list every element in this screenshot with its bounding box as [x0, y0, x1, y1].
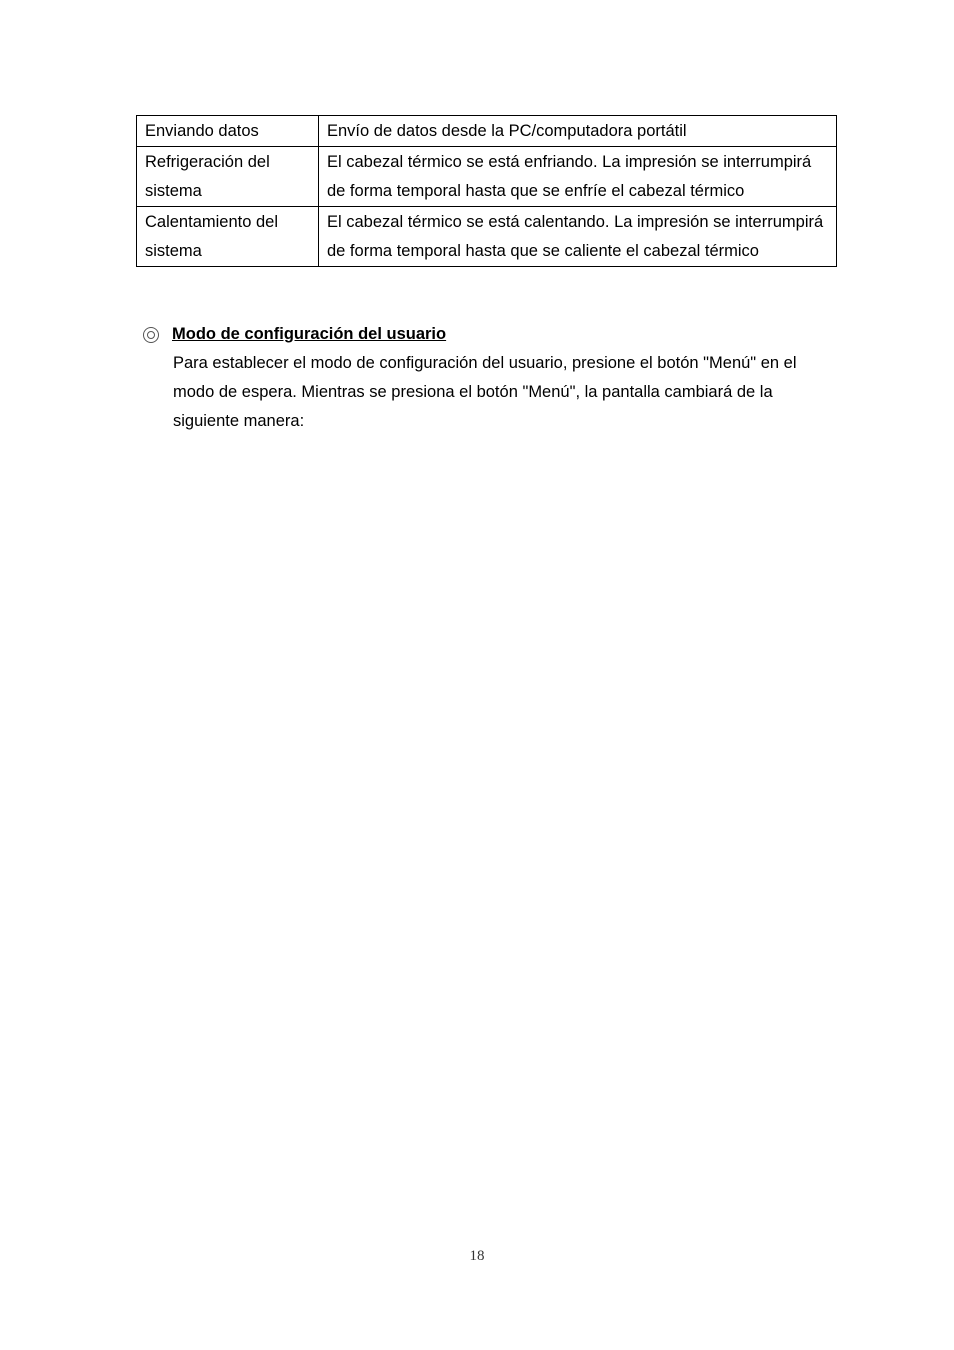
section-heading-text: Modo de configuración del usuario [172, 325, 447, 343]
table-cell-description: El cabezal térmico se está calentando. La impresión se interrumpirá de forma temporal hasta que se caliente el cabezal térmico [319, 207, 837, 267]
table-cell-description: El cabezal térmico se está enfriando. La impresión se interrumpirá de forma temporal hasta que se enfríe el cabezal térmico [319, 147, 837, 207]
page-number: 18 [469, 1248, 485, 1264]
double-circle-icon [143, 327, 159, 343]
section-heading [143, 320, 823, 349]
table-row [137, 207, 837, 267]
table-cell-status: Enviando datos [137, 116, 319, 147]
table-cell-description: Envío de datos desde la PC/computadora portátil [319, 116, 837, 147]
table-row [137, 147, 837, 207]
user-config-section [143, 320, 823, 436]
section-body-text: Para establecer el modo de configuración del usuario, presione el botón "Menú" en el modo de espera. Mientras se presiona el botón "Menú", la pantalla cambiará de la siguiente manera: [173, 354, 797, 430]
status-table [136, 115, 837, 267]
table-cell-status: Refrigeración del sistema [137, 147, 319, 207]
table-cell-status: Calentamiento del sistema [137, 207, 319, 267]
table-row [137, 116, 837, 147]
